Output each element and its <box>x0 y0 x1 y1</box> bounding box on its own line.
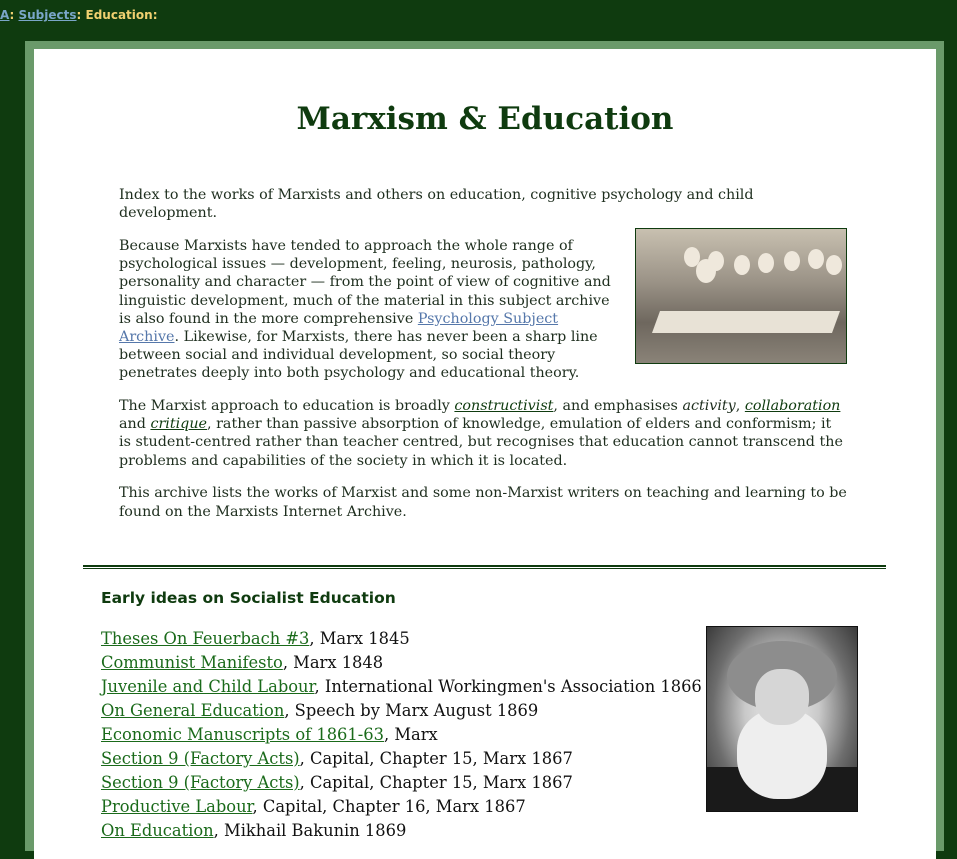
work-link[interactable]: Juvenile and Child Labour <box>101 677 315 696</box>
intro-paragraph-4: This archive lists the works of Marxist and some non-Marxist writers on teaching and learning to be found on the Marxists Internet Archive. <box>119 485 847 520</box>
intro-paragraph-3: The Marxist approach to education is broadly constructivist, and emphasises activity, collaboration and critique, rather than passive absorption of knowledge, emulation of elders and conformism; it is student-centred rather than teacher centred, but recognises that education cannot transcend the problems and capabilities of the society in which it is located. <box>119 398 843 469</box>
section-title: Early ideas on Socialist Education <box>101 589 396 607</box>
breadcrumb-current: Education: <box>85 8 158 22</box>
work-link[interactable]: Theses On Feuerbach #3 <box>101 629 310 648</box>
work-link[interactable]: Section 9 (Factory Acts) <box>101 773 300 792</box>
list-item: Juvenile and Child Labour, International Workingmen's Association 1866 <box>101 677 702 696</box>
list-item: Economic Manuscripts of 1861-63, Marx <box>101 725 438 744</box>
collaboration-link[interactable]: collaboration <box>744 398 841 415</box>
content-area <box>34 49 936 859</box>
intro-paragraph-1: Index to the works of Marxists and others on education, cognitive psychology and child development. <box>119 187 754 222</box>
breadcrumb-root-link[interactable]: A <box>0 8 10 22</box>
intro-paragraph-2: Because Marxists have tended to approach the whole range of psychological issues — development, feeling, neurosis, pathology, personality and character — from the point of view of cognitive and linguistic development, much of the material in this subject archive is also found in the more comprehensive Psychology Subject Archive. Likewise, for Marxists, there has never been a sharp line between social and individual development, so social theory penetrates deeply into both psychology and educational theory. <box>119 237 611 382</box>
section-divider <box>83 565 886 569</box>
page-title: Marxism & Education <box>296 101 674 137</box>
intro-text <box>119 186 847 535</box>
list-item: Theses On Feuerbach #3, Marx 1845 <box>101 629 410 648</box>
list-item: Section 9 (Factory Acts), Capital, Chapter 15, Marx 1867 <box>101 749 573 768</box>
breadcrumb-separator: : <box>9 8 19 22</box>
breadcrumb-subjects-link[interactable]: Subjects <box>18 8 77 22</box>
group-photo-image <box>635 228 847 364</box>
work-link[interactable]: Productive Labour <box>101 797 253 816</box>
work-link[interactable]: On General Education <box>101 701 285 720</box>
work-link[interactable]: Communist Manifesto <box>101 653 283 672</box>
constructivist-link[interactable]: constructivist <box>454 398 554 415</box>
list-item: On Education, Mikhail Bakunin 1869 <box>101 821 407 840</box>
psychology-archive-link[interactable]: Psychology Subject Archive <box>119 310 559 345</box>
breadcrumb-separator: : <box>76 8 86 22</box>
critique-link[interactable]: critique <box>150 416 207 433</box>
page-frame <box>25 41 944 851</box>
list-item: On General Education, Speech by Marx August 1869 <box>101 701 539 720</box>
list-item: Communist Manifesto, Marx 1848 <box>101 653 384 672</box>
breadcrumb <box>0 8 158 22</box>
work-link[interactable]: Section 9 (Factory Acts) <box>101 749 300 768</box>
works-list <box>101 627 702 843</box>
work-link[interactable]: Economic Manuscripts of 1861-63 <box>101 725 384 744</box>
activity-emphasis: activity <box>682 398 736 415</box>
list-item: Productive Labour, Capital, Chapter 16, Marx 1867 <box>101 797 526 816</box>
marx-portrait-image <box>706 626 858 812</box>
work-link[interactable]: On Education <box>101 821 214 840</box>
list-item: Section 9 (Factory Acts), Capital, Chapter 15, Marx 1867 <box>101 773 573 792</box>
